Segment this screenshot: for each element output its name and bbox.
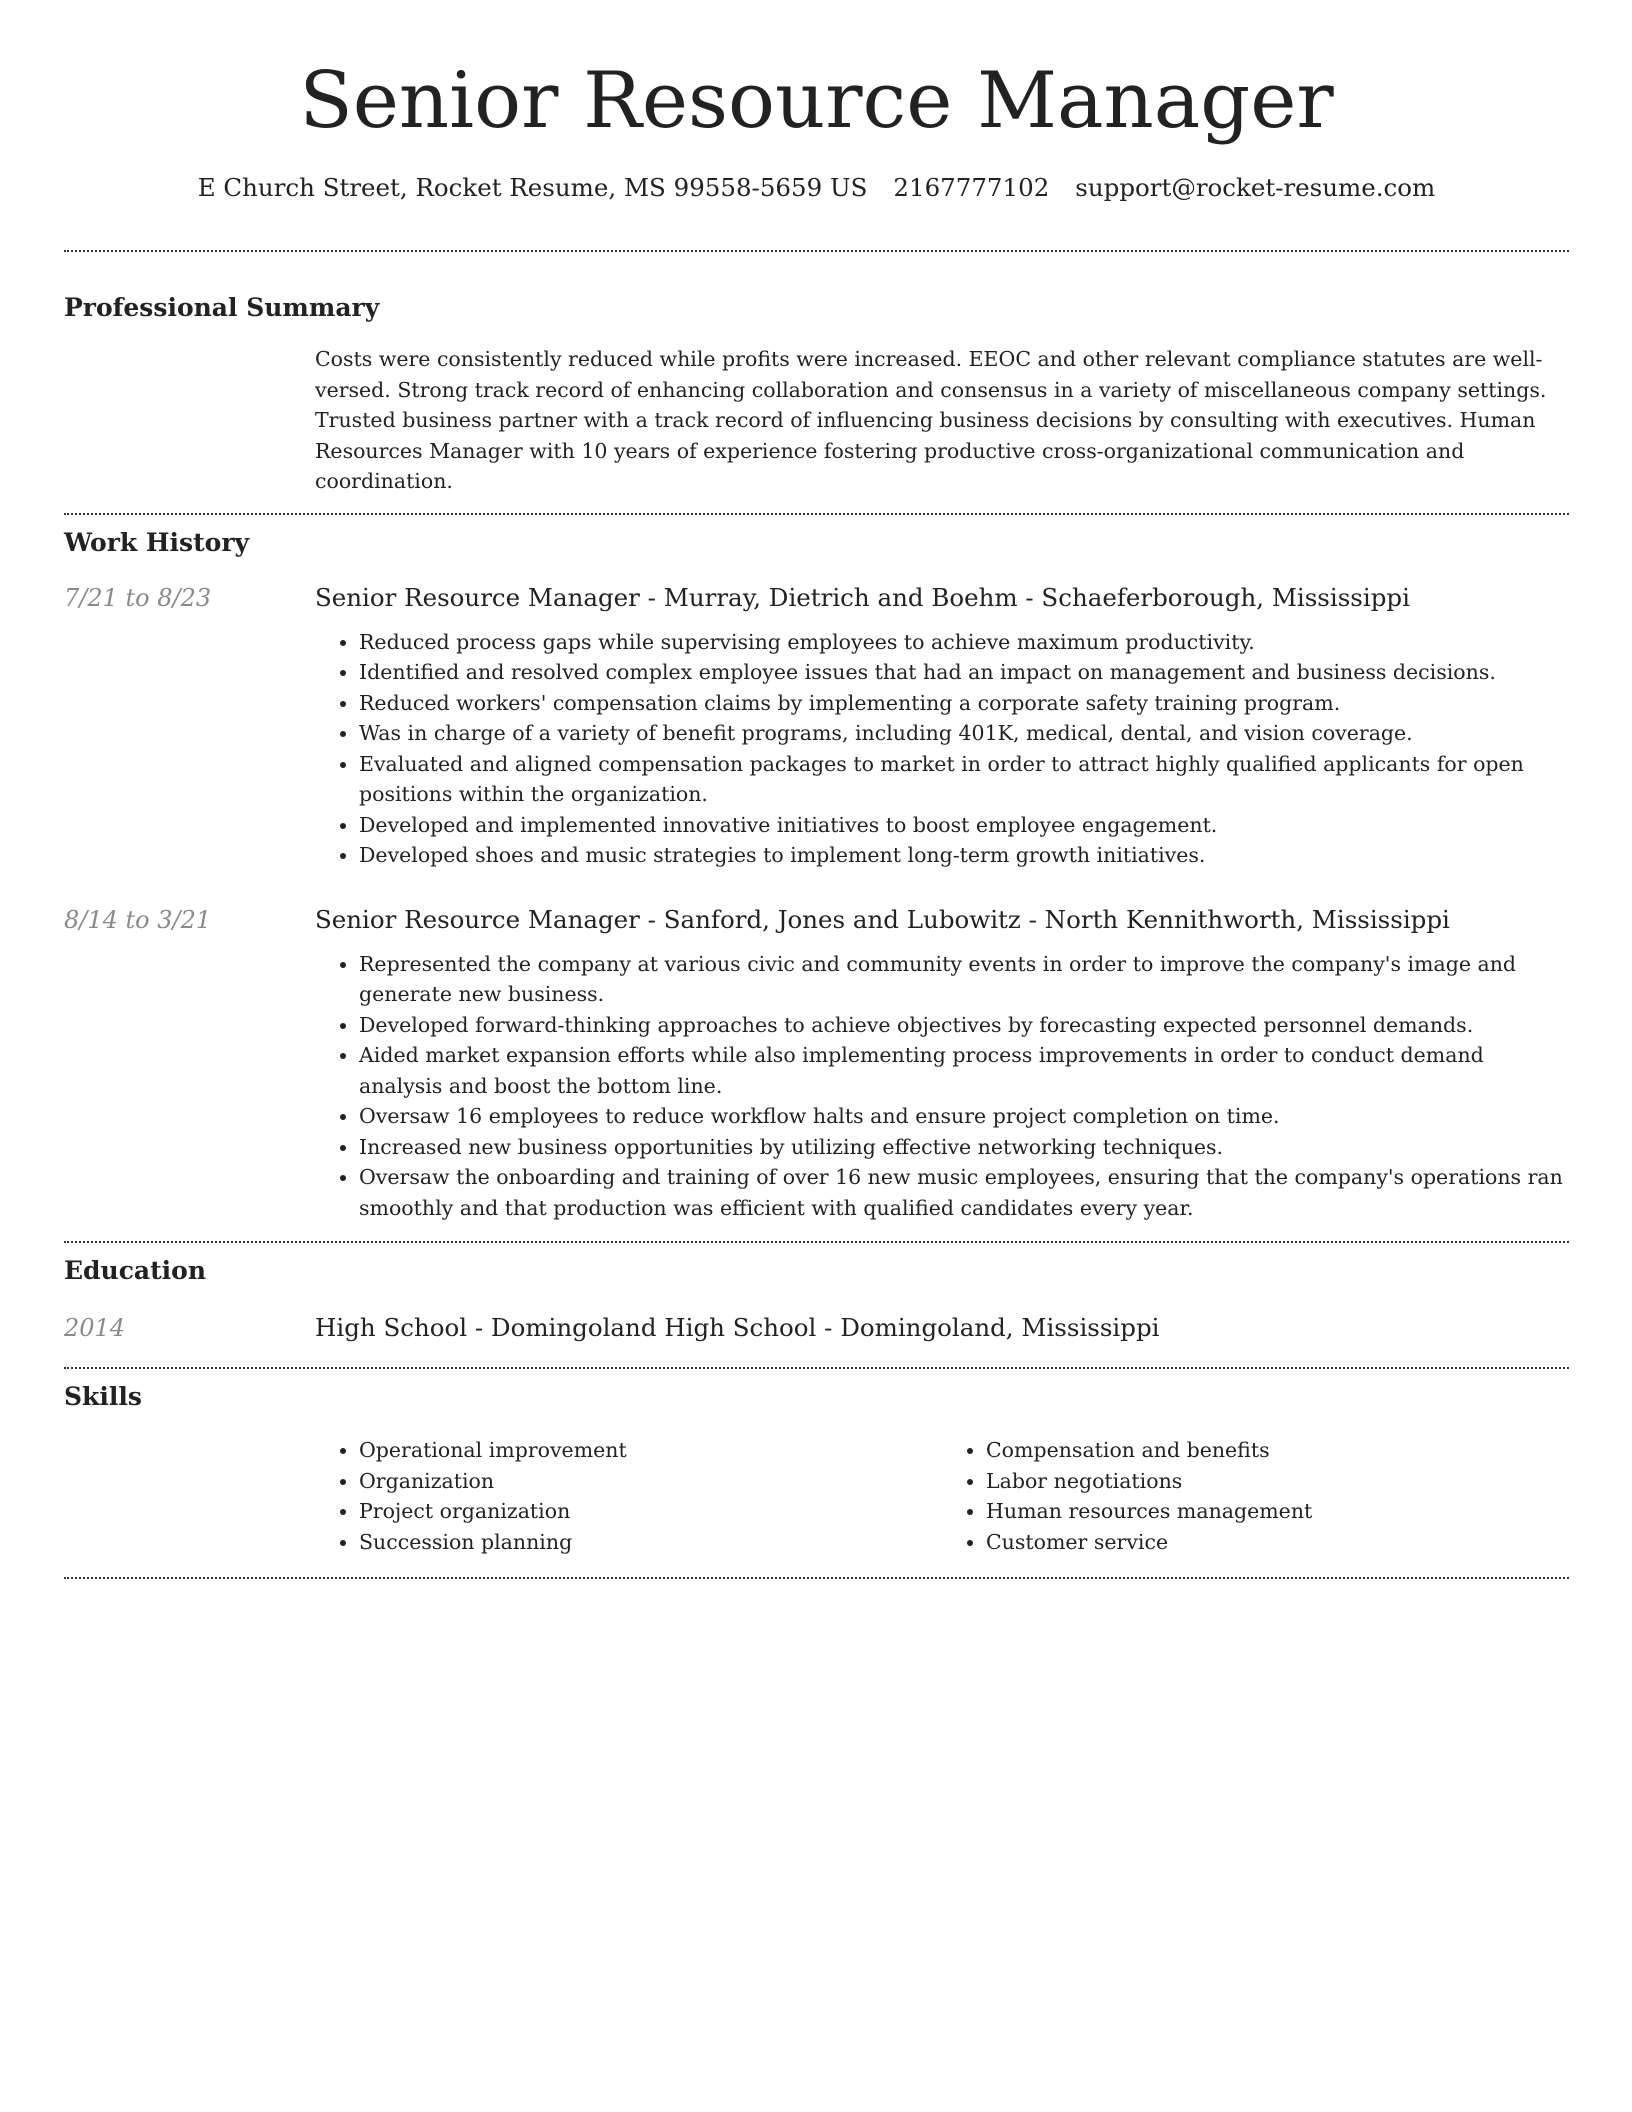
job-bullet: • Identified and resolved complex employee issues that had an impact on management and business decisions. — [359, 657, 1569, 688]
education-entry — [64, 1313, 1569, 1343]
job-bullet: • Represented the company at various civic and community events in order to improve the company's image and generate new business. — [359, 949, 1569, 1010]
job-bullet: • Developed and implemented innovative initiatives to boost employee engagement. — [359, 810, 1569, 841]
education-divider — [64, 1367, 1569, 1369]
skill-item: • Compensation and benefits — [986, 1435, 1569, 1466]
contact-phone: 2167777102 — [893, 173, 1050, 202]
job-bullet: • Oversaw the onboarding and training of over 16 new music employees, ensuring that the company's operations ran smoothly and that production was efficient with qualified candidates every year. — [359, 1162, 1569, 1223]
header-divider — [64, 250, 1569, 252]
work-history-title: Work History — [64, 527, 250, 557]
job-bullet: • Oversaw 16 employees to reduce workflow halts and ensure project completion on time. — [359, 1101, 1569, 1132]
skill-item: • Labor negotiations — [986, 1466, 1569, 1497]
resume-page — [64, 0, 1569, 1579]
skills-section — [64, 1381, 1569, 1557]
education-year: 2014 — [64, 1314, 126, 1342]
summary-text: Costs were consistently reduced while profits were increased. EEOC and other relevant compliance statutes are well-versed. Strong track record of enhancing collaboration and consensus in a variety of miscellaneous company settings. Trusted business partner with a track record of influencing business decisions by consulting with executives. Human Resources Manager with 10 years of experience fostering productive cross-organizational communication and coordination. — [315, 347, 1547, 493]
job-heading: Senior Resource Manager - Murray, Dietrich and Boehm - Schaeferborough, Mississippi — [315, 582, 1410, 612]
education-heading: High School - Domingoland High School - Domingoland, Mississippi — [315, 1313, 1160, 1342]
job-bullets — [315, 627, 1569, 871]
summary-section — [64, 292, 1569, 497]
work-history-section — [64, 527, 1569, 1224]
work-divider — [64, 1241, 1569, 1243]
skill-item: • Customer service — [986, 1527, 1569, 1558]
contact-email: support@rocket-resume.com — [1075, 173, 1436, 202]
job-bullet: • Reduced workers' compensation claims by implementing a corporate safety training program. — [359, 688, 1569, 719]
skills-columns — [315, 1435, 1569, 1557]
job-entry — [64, 905, 1569, 1224]
skills-title: Skills — [64, 1382, 142, 1411]
education-title: Education — [64, 1256, 207, 1285]
job-bullet: • Evaluated and aligned compensation packages to market in order to attract highly qualified applicants for open positions within the organization. — [359, 749, 1569, 810]
job-bullet: • Aided market expansion efforts while also implementing process improvements in order to conduct demand analysis and boost the bottom line. — [359, 1040, 1569, 1101]
summary-title: Professional Summary — [64, 293, 380, 322]
job-entry — [64, 583, 1569, 871]
job-dates: 8/14 to 3/21 — [64, 905, 212, 934]
job-bullet: • Developed shoes and music strategies to implement long-term growth initiatives. — [359, 840, 1569, 871]
skill-item: • Project organization — [359, 1496, 942, 1527]
education-section — [64, 1255, 1569, 1343]
contact-line — [64, 172, 1569, 204]
skill-item: • Human resources management — [986, 1496, 1569, 1527]
job-bullets — [315, 949, 1569, 1224]
job-bullet: • Was in charge of a variety of benefit programs, including 401K, medical, dental, and vision coverage. — [359, 718, 1569, 749]
job-bullet: • Reduced process gaps while supervising employees to achieve maximum productivity. — [359, 627, 1569, 658]
candidate-name: Senior Resource Manager — [299, 56, 1334, 146]
job-bullet: • Increased new business opportunities by utilizing effective networking techniques. — [359, 1132, 1569, 1163]
summary-divider — [64, 513, 1569, 515]
contact-address: E Church Street, Rocket Resume, MS 99558-5659 US — [197, 173, 868, 202]
skills-list-left — [315, 1435, 942, 1557]
job-bullet: • Developed forward-thinking approaches to achieve objectives by forecasting expected personnel demands. — [359, 1010, 1569, 1041]
skill-item: • Operational improvement — [359, 1435, 942, 1466]
skill-item: • Succession planning — [359, 1527, 942, 1558]
job-dates: 7/21 to 8/23 — [64, 583, 212, 612]
skills-divider — [64, 1577, 1569, 1579]
skills-list-right — [942, 1435, 1569, 1557]
job-heading: Senior Resource Manager - Sanford, Jones and Lubowitz - North Kennithworth, Mississippi — [315, 904, 1450, 934]
skill-item: • Organization — [359, 1466, 942, 1497]
